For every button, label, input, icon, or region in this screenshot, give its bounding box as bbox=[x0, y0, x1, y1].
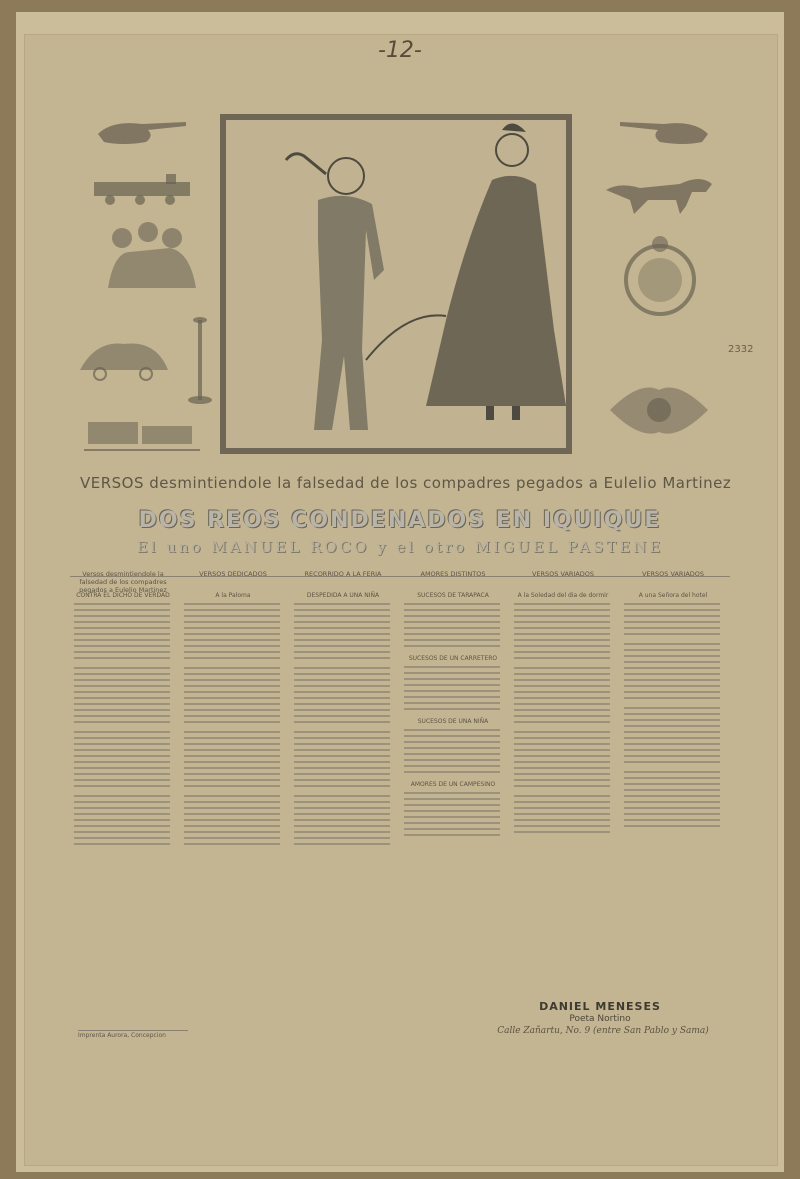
stanza bbox=[404, 729, 500, 773]
medallion-icon bbox=[610, 232, 710, 328]
heading-line-3: El uno MANUEL ROCO y el otro MIGUEL PASTENE bbox=[136, 538, 664, 556]
stanza bbox=[294, 731, 390, 787]
verse-column bbox=[180, 570, 286, 1020]
stanza bbox=[624, 603, 720, 635]
author-role: Poeta Nortino bbox=[569, 1014, 631, 1024]
pointing-hand-left-icon bbox=[92, 112, 192, 152]
stanza bbox=[514, 795, 610, 833]
author-address: Calle Zañartu, No. 9 (entre San Pablo y Sama) bbox=[497, 1026, 709, 1036]
train-cars-icon bbox=[84, 412, 200, 456]
running-horse-icon bbox=[600, 170, 720, 218]
stanza bbox=[514, 603, 610, 659]
column-subheading: SUCESOS DE TARAPACA bbox=[417, 592, 489, 599]
two-figures-illustration bbox=[226, 120, 566, 448]
stanza bbox=[74, 603, 170, 659]
column-subheading: A la Paloma bbox=[215, 592, 251, 599]
section-subheading: AMORES DE UN CAMPESINO bbox=[410, 781, 496, 788]
heading-line-2: DOS REOS CONDENADOS EN IQUIQUE bbox=[138, 508, 662, 533]
page-number: -12- bbox=[378, 38, 422, 63]
verse-column bbox=[70, 570, 176, 1020]
column-heading: RECORRIDO A LA FERIA bbox=[304, 570, 382, 578]
stanza bbox=[184, 795, 280, 845]
column-heading: VERSOS VARIADOS bbox=[531, 570, 595, 578]
column-heading: AMORES DISTINTOS bbox=[420, 570, 486, 578]
section-subheading: SUCESOS DE UN CARRETERO bbox=[408, 655, 498, 662]
stanza bbox=[294, 667, 390, 723]
stanza bbox=[74, 795, 170, 845]
stanza bbox=[624, 771, 720, 827]
column-heading: Versos desmintiendole la falsedad de los compadres pegados a Eulelio Martinez bbox=[79, 570, 167, 594]
column-subheading: A una Señora del hotel bbox=[638, 592, 708, 599]
stanza bbox=[514, 731, 610, 787]
archive-code: 2332 bbox=[728, 344, 754, 355]
stanza bbox=[74, 667, 170, 723]
stanza bbox=[294, 795, 390, 845]
stanza bbox=[184, 667, 280, 723]
column-heading: VERSOS DEDICADOS bbox=[199, 570, 267, 578]
locomotive-icon bbox=[90, 172, 200, 206]
group-of-figures-icon bbox=[100, 218, 200, 294]
printer-imprint: Imprenta Aurora, Concepcion bbox=[78, 1030, 188, 1039]
stanza bbox=[404, 666, 500, 710]
stanza bbox=[184, 731, 280, 787]
stanza bbox=[74, 731, 170, 787]
verse-columns bbox=[70, 570, 730, 1020]
coat-of-arms-icon bbox=[600, 370, 718, 450]
column-heading: VERSOS VARIADOS bbox=[641, 570, 705, 578]
verse-column bbox=[290, 570, 396, 1020]
heading-line-1: VERSOS desmintiendole la falsedad de los compadres pegados a Eulelio Martinez bbox=[80, 474, 732, 492]
column-subheading: CONTRA EL DICHO DE VERDAD bbox=[76, 592, 170, 599]
verse-column bbox=[510, 570, 616, 1020]
section-subheading: SUCESOS DE UNA NIÑA bbox=[417, 718, 489, 725]
column-subheading: DESPEDIDA A UNA NIÑA bbox=[306, 592, 380, 599]
column-subheading: A la Soledad del dia de dormir bbox=[517, 592, 609, 599]
carriage-scene-icon bbox=[76, 330, 172, 384]
pointing-hand-right-icon bbox=[614, 112, 714, 152]
woodcut-illustration bbox=[220, 114, 572, 454]
stanza bbox=[404, 792, 500, 836]
verse-column bbox=[620, 570, 726, 1020]
author-name: DANIEL MENESES bbox=[539, 1000, 661, 1013]
stanza bbox=[404, 603, 500, 647]
candle-stand-icon bbox=[186, 314, 214, 406]
stanza bbox=[294, 603, 390, 659]
stanza bbox=[514, 667, 610, 723]
stanza bbox=[624, 643, 720, 699]
verse-column bbox=[400, 570, 506, 1020]
stanza bbox=[184, 603, 280, 659]
stanza bbox=[624, 707, 720, 763]
